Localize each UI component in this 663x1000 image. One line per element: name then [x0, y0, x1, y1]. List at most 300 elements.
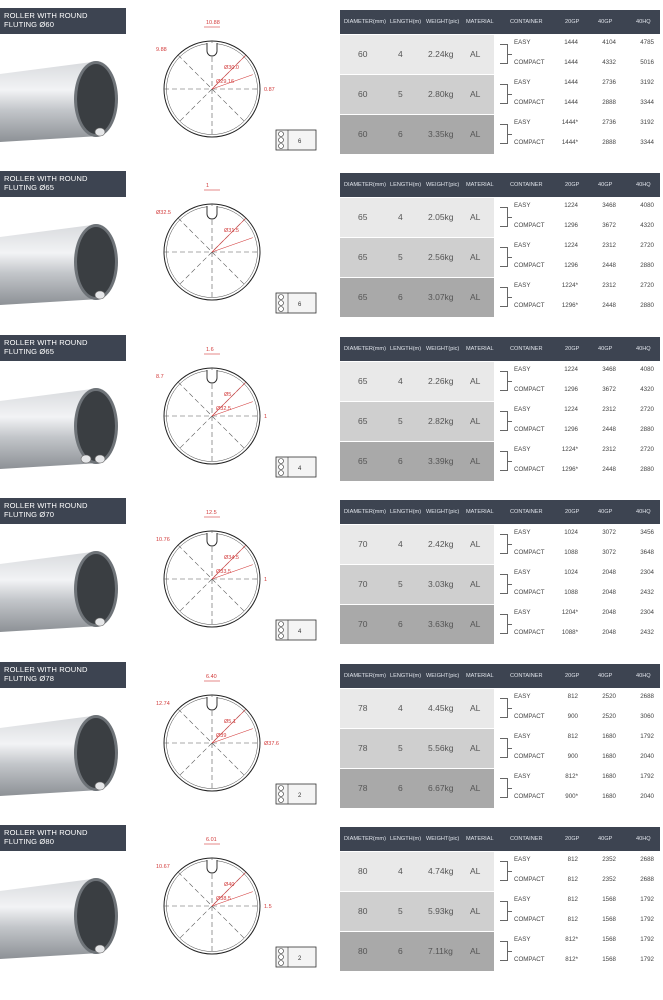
- cell-qty-20gp: 1296: [564, 426, 578, 433]
- column-header-diameter: DIAMETER(mm): [344, 19, 386, 25]
- bundle-count: 4: [298, 466, 302, 472]
- product-title-line1: ROLLER WITH ROUND: [4, 338, 88, 347]
- cell-diameter: 78: [358, 783, 368, 793]
- cell-qty-40hq: 2688: [640, 693, 654, 700]
- cell-length: 5: [398, 906, 403, 916]
- product-title-line2: FLUTING Ø65: [4, 347, 55, 356]
- container-bracket: [500, 778, 508, 798]
- cell-length: 6: [398, 456, 403, 466]
- container-bracket: [500, 901, 508, 921]
- cell-qty-40gp: 1680: [602, 773, 616, 780]
- table-row: [340, 402, 660, 441]
- column-header-c40hq: 40HQ: [636, 182, 651, 188]
- cell-length: 6: [398, 292, 403, 302]
- container-type-compact: COMPACT: [514, 589, 545, 596]
- cell-qty-40gp: 1680: [602, 733, 616, 740]
- cell-qty-40gp: 3672: [602, 222, 616, 229]
- container-bracket: [500, 371, 508, 391]
- cell-material: AL: [470, 89, 481, 99]
- container-type-compact: COMPACT: [514, 713, 545, 720]
- table-row: [340, 75, 660, 114]
- cell-diameter: 78: [358, 703, 368, 713]
- table-header: [340, 10, 660, 34]
- column-header-diameter: DIAMETER(mm): [344, 182, 386, 188]
- cell-qty-40hq: 2432: [640, 629, 654, 636]
- cell-qty-40gp: 2048: [602, 609, 616, 616]
- cell-length: 4: [398, 539, 403, 549]
- cell-qty-40gp: 2312: [602, 242, 616, 249]
- cell-diameter: 60: [358, 89, 368, 99]
- container-type-easy: EASY: [514, 773, 531, 780]
- cell-qty-20gp: 1296: [564, 222, 578, 229]
- container-type-compact: COMPACT: [514, 222, 545, 229]
- cell-diameter: 70: [358, 539, 368, 549]
- cell-diameter: 80: [358, 866, 368, 876]
- table-header: [340, 173, 660, 197]
- cell-weight: 5.93kg: [428, 906, 454, 916]
- dimension-label: Ø5.1: [224, 719, 236, 725]
- bundle-pack-icon: [272, 943, 322, 971]
- cell-qty-40gp: 2888: [602, 139, 616, 146]
- table-row: [340, 892, 660, 931]
- cell-weight: 2.24kg: [428, 49, 454, 59]
- cell-qty-40gp: 2736: [602, 79, 616, 86]
- cell-qty-40gp: 2888: [602, 99, 616, 106]
- cell-material: AL: [470, 946, 481, 956]
- cell-qty-40hq: 3648: [640, 549, 654, 556]
- cell-qty-40hq: 4785: [640, 39, 654, 46]
- cell-length: 5: [398, 579, 403, 589]
- cell-diameter: 60: [358, 49, 368, 59]
- container-bracket: [500, 124, 508, 144]
- product-title-line2: FLUTING Ø65: [4, 183, 55, 192]
- cell-qty-40gp: 2736: [602, 119, 616, 126]
- column-header-diameter: DIAMETER(mm): [344, 509, 386, 515]
- column-header-weight: WEIGHT(pic): [426, 19, 460, 25]
- cell-weight: 3.03kg: [428, 579, 454, 589]
- product-title: [0, 335, 126, 361]
- container-type-easy: EASY: [514, 569, 531, 576]
- cell-weight: 2.42kg: [428, 539, 454, 549]
- cell-qty-40hq: 1792: [640, 733, 654, 740]
- cell-qty-40hq: 2720: [640, 406, 654, 413]
- container-type-easy: EASY: [514, 202, 531, 209]
- cell-qty-20gp: 1296*: [561, 302, 578, 309]
- product-title: [0, 662, 126, 688]
- column-header-c20: 20GP: [565, 346, 580, 352]
- cell-qty-40gp: 2520: [602, 713, 616, 720]
- cell-material: AL: [470, 866, 481, 876]
- container-type-easy: EASY: [514, 366, 531, 373]
- cell-qty-20gp: 1224*: [561, 282, 578, 289]
- cell-qty-20gp: 812*: [565, 956, 578, 963]
- tube-image: [0, 698, 126, 808]
- cell-qty-20gp: 1444: [564, 79, 578, 86]
- container-type-easy: EASY: [514, 39, 531, 46]
- cell-qty-40gp: 2448: [602, 466, 616, 473]
- cell-weight: 3.39kg: [428, 456, 454, 466]
- cell-qty-20gp: 900: [567, 713, 578, 720]
- cell-qty-20gp: 812*: [565, 936, 578, 943]
- container-type-compact: COMPACT: [514, 629, 545, 636]
- cell-qty-40hq: 2688: [640, 856, 654, 863]
- cell-qty-20gp: 812: [567, 876, 578, 883]
- product-section: [0, 498, 663, 658]
- dimension-label: Ø38.5: [216, 896, 231, 902]
- cell-length: 5: [398, 743, 403, 753]
- table-row: [340, 605, 660, 644]
- cell-diameter: 70: [358, 579, 368, 589]
- cell-material: AL: [470, 906, 481, 916]
- dimension-label: Ø32.5: [216, 406, 231, 412]
- dimension-label: 12.74: [156, 701, 170, 707]
- cell-qty-40hq: 2880: [640, 302, 654, 309]
- cell-diameter: 70: [358, 619, 368, 629]
- product-title-line1: ROLLER WITH ROUND: [4, 665, 88, 674]
- cell-qty-40gp: 4104: [602, 39, 616, 46]
- container-bracket: [500, 574, 508, 594]
- cell-weight: 3.07kg: [428, 292, 454, 302]
- container-bracket: [500, 44, 508, 64]
- dimension-label: 1.6: [206, 347, 214, 353]
- bundle-count: 4: [298, 629, 302, 635]
- cell-qty-20gp: 1444*: [561, 119, 578, 126]
- cell-qty-20gp: 900: [567, 753, 578, 760]
- cell-qty-20gp: 812: [567, 856, 578, 863]
- container-type-compact: COMPACT: [514, 549, 545, 556]
- container-type-easy: EASY: [514, 896, 531, 903]
- cell-qty-40gp: 2448: [602, 426, 616, 433]
- product-section: [0, 825, 663, 985]
- cell-qty-40gp: 2448: [602, 302, 616, 309]
- container-type-compact: COMPACT: [514, 302, 545, 309]
- container-type-compact: COMPACT: [514, 99, 545, 106]
- cell-diameter: 78: [358, 743, 368, 753]
- table-header: [340, 337, 660, 361]
- cell-length: 5: [398, 252, 403, 262]
- container-type-compact: COMPACT: [514, 59, 545, 66]
- bundle-pack-icon: [272, 780, 322, 808]
- dimension-label: Ø33.5: [216, 569, 231, 575]
- container-type-easy: EASY: [514, 693, 531, 700]
- cell-qty-20gp: 1088: [564, 549, 578, 556]
- column-header-material: MATERIAL: [466, 19, 494, 25]
- column-header-c40: 40GP: [598, 673, 613, 679]
- cell-qty-20gp: 1444: [564, 59, 578, 66]
- column-header-c40hq: 40HQ: [636, 509, 651, 515]
- cell-qty-40gp: 1680: [602, 793, 616, 800]
- container-type-compact: COMPACT: [514, 793, 545, 800]
- cell-length: 6: [398, 129, 403, 139]
- dimension-label: 8.7: [156, 374, 164, 380]
- product-title-line2: FLUTING Ø78: [4, 674, 55, 683]
- container-type-compact: COMPACT: [514, 262, 545, 269]
- cell-qty-20gp: 1224: [564, 202, 578, 209]
- table-row: [340, 238, 660, 277]
- dimension-label: 0.87: [264, 87, 275, 93]
- column-header-c40: 40GP: [598, 19, 613, 25]
- cell-length: 4: [398, 212, 403, 222]
- cell-qty-40hq: 4320: [640, 222, 654, 229]
- cell-length: 5: [398, 416, 403, 426]
- container-bracket: [500, 738, 508, 758]
- cell-qty-40hq: 2880: [640, 426, 654, 433]
- bundle-count: 6: [298, 139, 302, 145]
- dimension-label: Ø34.5: [224, 555, 239, 561]
- column-header-diameter: DIAMETER(mm): [344, 836, 386, 842]
- cell-qty-40hq: 2688: [640, 876, 654, 883]
- cell-qty-40gp: 4332: [602, 59, 616, 66]
- cell-qty-40hq: 4080: [640, 366, 654, 373]
- column-header-c40: 40GP: [598, 836, 613, 842]
- column-header-c40hq: 40HQ: [636, 673, 651, 679]
- cell-qty-40gp: 3672: [602, 386, 616, 393]
- column-header-weight: WEIGHT(pic): [426, 509, 460, 515]
- container-type-compact: COMPACT: [514, 753, 545, 760]
- cell-qty-20gp: 1224: [564, 366, 578, 373]
- dimension-label: 1: [264, 577, 268, 583]
- column-header-diameter: DIAMETER(mm): [344, 346, 386, 352]
- column-header-container: CONTAINER: [510, 346, 543, 352]
- cell-length: 6: [398, 619, 403, 629]
- cell-weight: 4.74kg: [428, 866, 454, 876]
- container-type-easy: EASY: [514, 446, 531, 453]
- product-section: [0, 335, 663, 495]
- container-type-easy: EASY: [514, 936, 531, 943]
- bundle-pack-icon: [272, 126, 322, 154]
- cell-qty-40gp: 2048: [602, 629, 616, 636]
- cell-qty-20gp: 812*: [565, 773, 578, 780]
- cell-qty-20gp: 1088*: [561, 629, 578, 636]
- cell-weight: 4.45kg: [428, 703, 454, 713]
- cell-diameter: 60: [358, 129, 368, 139]
- container-type-compact: COMPACT: [514, 956, 545, 963]
- cell-qty-40gp: 3468: [602, 366, 616, 373]
- column-header-weight: WEIGHT(pic): [426, 346, 460, 352]
- cell-material: AL: [470, 376, 481, 386]
- cell-qty-20gp: 1444*: [561, 139, 578, 146]
- cell-diameter: 80: [358, 906, 368, 916]
- cell-qty-40hq: 3192: [640, 119, 654, 126]
- cell-material: AL: [470, 743, 481, 753]
- container-type-compact: COMPACT: [514, 876, 545, 883]
- cell-length: 6: [398, 946, 403, 956]
- cell-qty-40gp: 2448: [602, 262, 616, 269]
- container-type-easy: EASY: [514, 242, 531, 249]
- cell-qty-40hq: 4320: [640, 386, 654, 393]
- product-title-line1: ROLLER WITH ROUND: [4, 11, 88, 20]
- product-section: [0, 662, 663, 822]
- column-header-c40hq: 40HQ: [636, 836, 651, 842]
- cell-weight: 3.63kg: [428, 619, 454, 629]
- dimension-label: 9.88: [156, 47, 167, 53]
- dimension-label: Ø40: [224, 882, 235, 888]
- cell-qty-40gp: 3072: [602, 549, 616, 556]
- cell-qty-20gp: 1444: [564, 39, 578, 46]
- cell-qty-40hq: 3456: [640, 529, 654, 536]
- column-header-c20: 20GP: [565, 673, 580, 679]
- cell-length: 4: [398, 703, 403, 713]
- cell-qty-40gp: 2048: [602, 569, 616, 576]
- cell-qty-40hq: 1792: [640, 773, 654, 780]
- dimension-label: 10.67: [156, 864, 170, 870]
- spec-table: [340, 500, 660, 649]
- cell-qty-40gp: 1568: [602, 936, 616, 943]
- cell-qty-20gp: 1444: [564, 99, 578, 106]
- cell-qty-40gp: 2352: [602, 856, 616, 863]
- column-header-weight: WEIGHT(pic): [426, 836, 460, 842]
- column-header-c40: 40GP: [598, 509, 613, 515]
- cell-qty-20gp: 812: [567, 916, 578, 923]
- container-type-compact: COMPACT: [514, 466, 545, 473]
- cell-qty-40gp: 2312: [602, 406, 616, 413]
- spec-table: [340, 10, 660, 159]
- bundle-count: 6: [298, 302, 302, 308]
- cell-weight: 2.82kg: [428, 416, 454, 426]
- cell-material: AL: [470, 49, 481, 59]
- cell-qty-20gp: 812: [567, 896, 578, 903]
- dimension-label: Ø5: [224, 392, 232, 398]
- cell-material: AL: [470, 292, 481, 302]
- column-header-container: CONTAINER: [510, 19, 543, 25]
- bundle-count: 2: [298, 956, 302, 962]
- cell-qty-40hq: 2432: [640, 589, 654, 596]
- cell-qty-20gp: 1296: [564, 262, 578, 269]
- column-header-c40: 40GP: [598, 182, 613, 188]
- table-row: [340, 852, 660, 891]
- cell-qty-40hq: 4080: [640, 202, 654, 209]
- container-type-easy: EASY: [514, 733, 531, 740]
- cell-qty-40hq: 3344: [640, 99, 654, 106]
- column-header-weight: WEIGHT(pic): [426, 673, 460, 679]
- dimension-label: Ø39: [216, 733, 227, 739]
- tube-image: [0, 44, 126, 154]
- cell-diameter: 65: [358, 292, 368, 302]
- cell-material: AL: [470, 703, 481, 713]
- cell-qty-40gp: 3072: [602, 529, 616, 536]
- container-type-easy: EASY: [514, 609, 531, 616]
- product-title: [0, 171, 126, 197]
- column-header-material: MATERIAL: [466, 182, 494, 188]
- tube-image: [0, 534, 126, 644]
- cell-qty-40gp: 2312: [602, 446, 616, 453]
- bundle-pack-icon: [272, 616, 322, 644]
- table-row: [340, 278, 660, 317]
- dimension-label: 1: [206, 183, 210, 189]
- container-type-compact: COMPACT: [514, 139, 545, 146]
- cell-qty-40hq: 2880: [640, 466, 654, 473]
- column-header-weight: WEIGHT(pic): [426, 182, 460, 188]
- container-bracket: [500, 451, 508, 471]
- table-row: [340, 442, 660, 481]
- cell-qty-20gp: 1024: [564, 529, 578, 536]
- cell-length: 4: [398, 376, 403, 386]
- container-bracket: [500, 861, 508, 881]
- container-bracket: [500, 411, 508, 431]
- cell-material: AL: [470, 416, 481, 426]
- cell-qty-20gp: 1204*: [561, 609, 578, 616]
- table-header: [340, 500, 660, 524]
- dimension-label: Ø32.5: [156, 210, 171, 216]
- tube-image: [0, 861, 126, 971]
- spec-table: [340, 827, 660, 976]
- cell-qty-40gp: 1680: [602, 753, 616, 760]
- tube-image: [0, 207, 126, 317]
- cell-qty-40hq: 2304: [640, 609, 654, 616]
- spec-table: [340, 337, 660, 486]
- dimension-label: 6.40: [206, 674, 217, 680]
- cell-qty-40hq: 3060: [640, 713, 654, 720]
- tube-image: [0, 371, 126, 481]
- cell-weight: 2.05kg: [428, 212, 454, 222]
- cell-qty-40hq: 2720: [640, 282, 654, 289]
- product-title-line2: FLUTING Ø60: [4, 20, 55, 29]
- cell-qty-20gp: 812: [567, 733, 578, 740]
- container-type-easy: EASY: [514, 529, 531, 536]
- container-bracket: [500, 207, 508, 227]
- product-title-line2: FLUTING Ø80: [4, 837, 55, 846]
- column-header-c20: 20GP: [565, 509, 580, 515]
- column-header-length: LENGTH(m): [390, 19, 422, 25]
- cell-qty-20gp: 1224*: [561, 446, 578, 453]
- dimension-label: Ø31.5: [224, 228, 239, 234]
- cell-diameter: 65: [358, 212, 368, 222]
- column-header-c40: 40GP: [598, 346, 613, 352]
- cell-qty-40hq: 2720: [640, 446, 654, 453]
- product-section: [0, 8, 663, 168]
- column-header-container: CONTAINER: [510, 509, 543, 515]
- cell-weight: 2.26kg: [428, 376, 454, 386]
- column-header-material: MATERIAL: [466, 346, 494, 352]
- cell-qty-40hq: 1792: [640, 956, 654, 963]
- table-row: [340, 525, 660, 564]
- cell-qty-40hq: 5016: [640, 59, 654, 66]
- cell-qty-20gp: 1224: [564, 406, 578, 413]
- cell-qty-20gp: 1296*: [561, 466, 578, 473]
- column-header-material: MATERIAL: [466, 509, 494, 515]
- cell-qty-40gp: 1568: [602, 956, 616, 963]
- cell-material: AL: [470, 252, 481, 262]
- dimension-label: 1.5: [264, 904, 272, 910]
- column-header-container: CONTAINER: [510, 673, 543, 679]
- column-header-c20: 20GP: [565, 836, 580, 842]
- dimension-label: 6.01: [206, 837, 217, 843]
- table-row: [340, 362, 660, 401]
- cell-qty-40hq: 2040: [640, 793, 654, 800]
- table-row: [340, 115, 660, 154]
- product-title: [0, 825, 126, 851]
- cell-qty-20gp: 1088: [564, 589, 578, 596]
- cell-length: 4: [398, 866, 403, 876]
- container-type-compact: COMPACT: [514, 916, 545, 923]
- dimension-label: 10.88: [206, 20, 220, 26]
- cell-qty-40hq: 3344: [640, 139, 654, 146]
- cell-qty-40hq: 2880: [640, 262, 654, 269]
- table-row: [340, 35, 660, 74]
- cell-qty-40hq: 1792: [640, 916, 654, 923]
- container-type-easy: EASY: [514, 406, 531, 413]
- cell-qty-20gp: 812: [567, 693, 578, 700]
- column-header-length: LENGTH(m): [390, 509, 422, 515]
- bundle-count: 2: [298, 793, 302, 799]
- container-type-compact: COMPACT: [514, 426, 545, 433]
- cell-qty-20gp: 900*: [565, 793, 578, 800]
- column-header-container: CONTAINER: [510, 836, 543, 842]
- container-bracket: [500, 941, 508, 961]
- cell-length: 6: [398, 783, 403, 793]
- container-bracket: [500, 84, 508, 104]
- cell-qty-20gp: 1024: [564, 569, 578, 576]
